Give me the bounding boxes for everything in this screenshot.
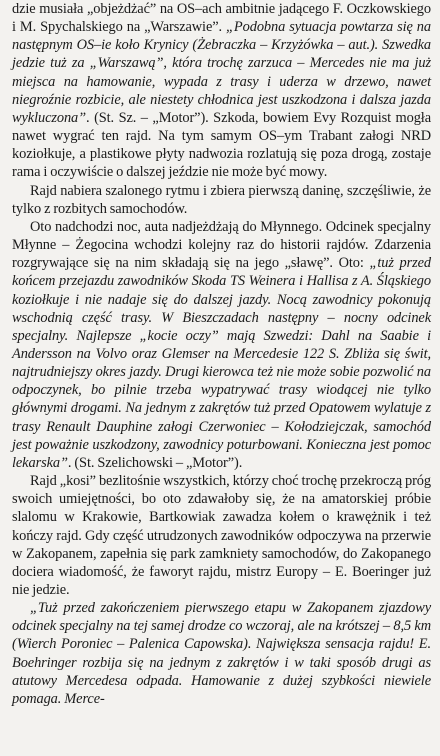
paragraph-3 (12, 218, 431, 472)
paragraph-4 (12, 472, 431, 599)
paragraph-1 (12, 0, 431, 182)
p3-quote: „tuż przed końcem przejazdu zawodników Skoda TS Weinera i Hallisa z A. Śląskiego koziołkuje i nie nadaje się do dalszej jazdy. Nocą zawodnicy pokonują wschodnią część trasy. W Bieszczadach następny – nocny odcinek specjalny. Najlepsze „kocie oczy” mają Szwedzi: Dahl na Saabie i Andersson na Volvo oraz Glemser na Mercedesie 122 S. Zbliża się świt, najtrudniejszy okres jazdy. Drugi kierowca też nie może sobie pozwolić na odpoczynek, bo pilnie trzeba wypatrywać trasy wiodącej nie tylko głównymi drogami. Na jednym z zakrętów tuż przed Opatowem wylatuje z trasy Renault Dauphine załogi Czerwoniec – Kołodziejczak, samochód jest poważnie uszkodzony, zawodnicy poturbowani. Konieczna jest pomoc lekarska” (12, 255, 431, 471)
p1-text-a: dzie musiała „objeżdżać” na OS–ach ambitnie jadącego F. Oczkowskiego i M. Spychalskiego na „Warszawie”. (12, 1, 431, 36)
p4-text: Rajd „kosi” bezlitośnie wszystkich, którzy choć trochę przekroczą próg swoich umiejętności, bo oto zdawałoby się, że na amatorskiej próbie slalomu w Krakowie, Bartkowiak zawadza kołem o krawężnik i też kończy rajd. Gdy część utrudzonych zawodników odpoczywa na przerwie w Zakopanem, zapełnia się park zamkniety samochodów, do Zakopanego dociera wiadomość, że faworyt rajdu, mistrz Europy – E. Boeringer już nie jedzie. (12, 473, 431, 598)
p2-text: Rajd nabiera szalonego rytmu i zbiera pierwszą daninę, szczęśliwie, że tylko z rozbitych samochodów. (12, 182, 431, 217)
p5-quote: „Tuż przed zakończeniem pierwszego etapu w Zakopanem zjazdowy odcinek specjalny na tej samej drodze co wczoraj, ale na krótszej – 8,5 km (Wierch Poroniec – Palenica Capowska). Największa sensacja rajdu! E. Boehringer rozbija się na jednym z zakrętów i w taki sposób drugi as atutowy Mercedesa odpada. Hamowanie z dużej szybkości niewiele pomaga. Merce- (12, 600, 431, 707)
p1-text-b: . (St. Sz. – „Motor”). Szkoda, bowiem Evy Rozquist mogła nawet wygrać ten rajd. Na tym samym OS–ym Trabant załogi NRD koziołkuje, a plastikowe płyty nadwozia rozlatują się poza drogą, zostaje rama i oczywiście o dalszej jeździe nie może być mowy. (12, 109, 431, 181)
page-text (12, 0, 431, 708)
p3-text-a: Oto nadchodzi noc, auta nadjeżdżają do Młynnego. Odcinek specjalny Młynne – Żegocina wchodzi kolejny raz do historii rajdów. Zdarzenia rozgrywające się na nim składają się na jego „sławę”. Oto: (12, 218, 431, 272)
p1-quote: „Podobna sytuacja powtarza się na następnym OS–ie koło Krynicy (Żebraczka – Krzyżówka – aut.). Szwedka jedzie tuż za „Warszawą”, która trochę zarzuca – Mercedes nie ma już miejsca na hamowanie, wypada z trasy i uderza w drzewo, nawet niegroźnie rozbicie, ale niestety chłodnica jest uszkodzona i dalsza jazda wykluczona” (12, 19, 431, 126)
p3-text-b: . (St. Szelichowski – „Motor”). (67, 454, 243, 471)
paragraph-2 (12, 182, 431, 218)
paragraph-5 (12, 599, 431, 708)
